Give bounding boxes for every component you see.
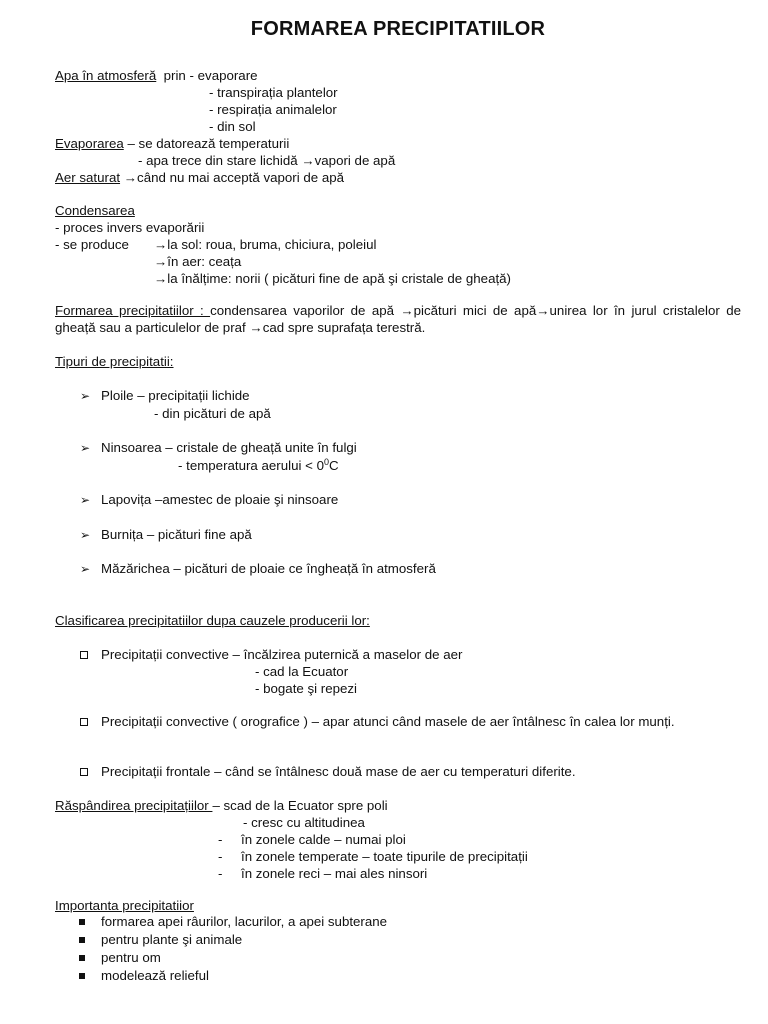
degree-superscript: 0 (323, 457, 329, 467)
raspandirea-item: în zonele temperate – toate tipurile de precipitații (241, 849, 528, 864)
evaporarea-heading: Evaporarea (55, 136, 124, 151)
importanta-item: modelează relieful (101, 968, 209, 983)
condensarea-heading: Condensarea (55, 203, 135, 218)
apa-item: - respirația animalelor (209, 102, 337, 117)
arrow-bullet-icon: ➢ (80, 493, 91, 507)
square-filled-bullet-icon (79, 973, 85, 979)
list-item-ninsoarea: Ninsoarea – cristale de gheață unite în fulgi (101, 440, 357, 455)
arrow-bullet-icon: ➢ (80, 528, 91, 542)
condensarea-prefix: - se produce (55, 237, 129, 252)
formarea-heading: Formarea precipitatiilor : (55, 303, 211, 318)
square-filled-bullet-icon (79, 919, 85, 925)
page-title: FORMAREA PRECIPITATIILOR (250, 18, 546, 40)
list-item-frontale: Precipitații frontale – când se întâlnesc două mase de aer cu temperaturi diferite. (101, 764, 576, 779)
ninsoarea-unit: C (329, 458, 339, 473)
list-item-mazarichea: Măzărichea – picături de ploaie ce îngheață în atmosferă (101, 561, 436, 576)
dash-bullet: - (218, 832, 223, 847)
raspandirea-line (55, 798, 388, 815)
list-item-convective-sub: - cad la Ecuator (255, 664, 349, 679)
raspandirea-text: – scad de la Ecuator spre poli (212, 798, 388, 813)
condensarea-line: →în aer: ceața (154, 254, 242, 269)
raspandirea-line-2: - cresc cu altitudinea (243, 815, 365, 830)
apa-item: - transpirația plantelor (209, 85, 338, 100)
evaporarea-line-2: - apa trece din stare lichidă →vapori de apă (138, 153, 396, 168)
apa-item: - din sol (209, 119, 256, 134)
condensarea-line: - proces invers evaporării (55, 220, 205, 235)
formarea-paragraph (55, 303, 741, 336)
arrow-bullet-icon: ➢ (80, 562, 91, 576)
aer-saturat-text: →când nu mai acceptă vapori de apă (123, 170, 345, 185)
list-item-lapovita: Lapovița –amestec de ploaie şi ninsoare (101, 492, 339, 507)
tipuri-heading: Tipuri de precipitatii: (55, 354, 174, 369)
apa-line (55, 68, 258, 85)
list-item-convective: Precipitații convective – încălzirea puternică a maselor de aer (101, 647, 463, 662)
square-filled-bullet-icon (79, 937, 85, 943)
condensarea-line: →la sol: roua, bruma, chiciura, poleiul (154, 237, 377, 252)
importanta-heading: Importanta precipitatiior (55, 898, 194, 913)
list-item-ninsoarea-sub (178, 458, 339, 475)
dash-bullet: - (218, 866, 223, 881)
aer-saturat-line (55, 170, 344, 187)
list-item-convective-sub: - bogate şi repezi (255, 681, 357, 696)
raspandirea-item: în zonele reci – mai ales ninsori (241, 866, 428, 881)
raspandirea-item: în zonele calde – numai ploi (241, 832, 406, 847)
arrow-bullet-icon: ➢ (80, 441, 91, 455)
square-bullet-icon (80, 718, 88, 726)
condensarea-line: →la înălțime: norii ( picături fine de apă şi cristale de gheață) (154, 271, 511, 286)
square-filled-bullet-icon (79, 955, 85, 961)
list-item-orografice: Precipitații convective ( orografice ) – apar atunci când masele de aer întâlnesc în calea lor munți. (101, 714, 675, 729)
clasificare-heading: Clasificarea precipitatiilor dupa cauzele producerii lor: (55, 613, 370, 628)
importanta-item: formarea apei râurilor, lacurilor, a apei subterane (101, 914, 388, 929)
square-bullet-icon (80, 651, 88, 659)
evaporarea-text: – se datorează temperaturii (127, 136, 290, 151)
square-bullet-icon (80, 768, 88, 776)
list-item-burnita: Burnița – picături fine apă (101, 527, 252, 542)
importanta-item: pentru om (101, 950, 161, 965)
formarea-text: condensarea vaporilor de apă →picături mici de apă→unirea lor în jurul cristalelor de gheață sau a particulelor de praf →cad spre suprafața terestră. (55, 303, 741, 335)
ninsoarea-temp: - temperatura aerului < 0 (178, 458, 324, 473)
raspandirea-heading: Răspândirea precipitațiilor (55, 798, 213, 813)
apa-prin: prin - evaporare (163, 68, 258, 83)
dash-bullet: - (218, 849, 223, 864)
aer-saturat-heading: Aer saturat (55, 170, 121, 185)
arrow-bullet-icon: ➢ (80, 389, 91, 403)
list-item-ploile: Ploile – precipitații lichide (101, 388, 250, 403)
apa-heading: Apa în atmosferă (55, 68, 157, 83)
evaporarea-line (55, 136, 289, 153)
list-item-ploile-sub: - din picături de apă (154, 406, 271, 421)
importanta-item: pentru plante şi animale (101, 932, 243, 947)
